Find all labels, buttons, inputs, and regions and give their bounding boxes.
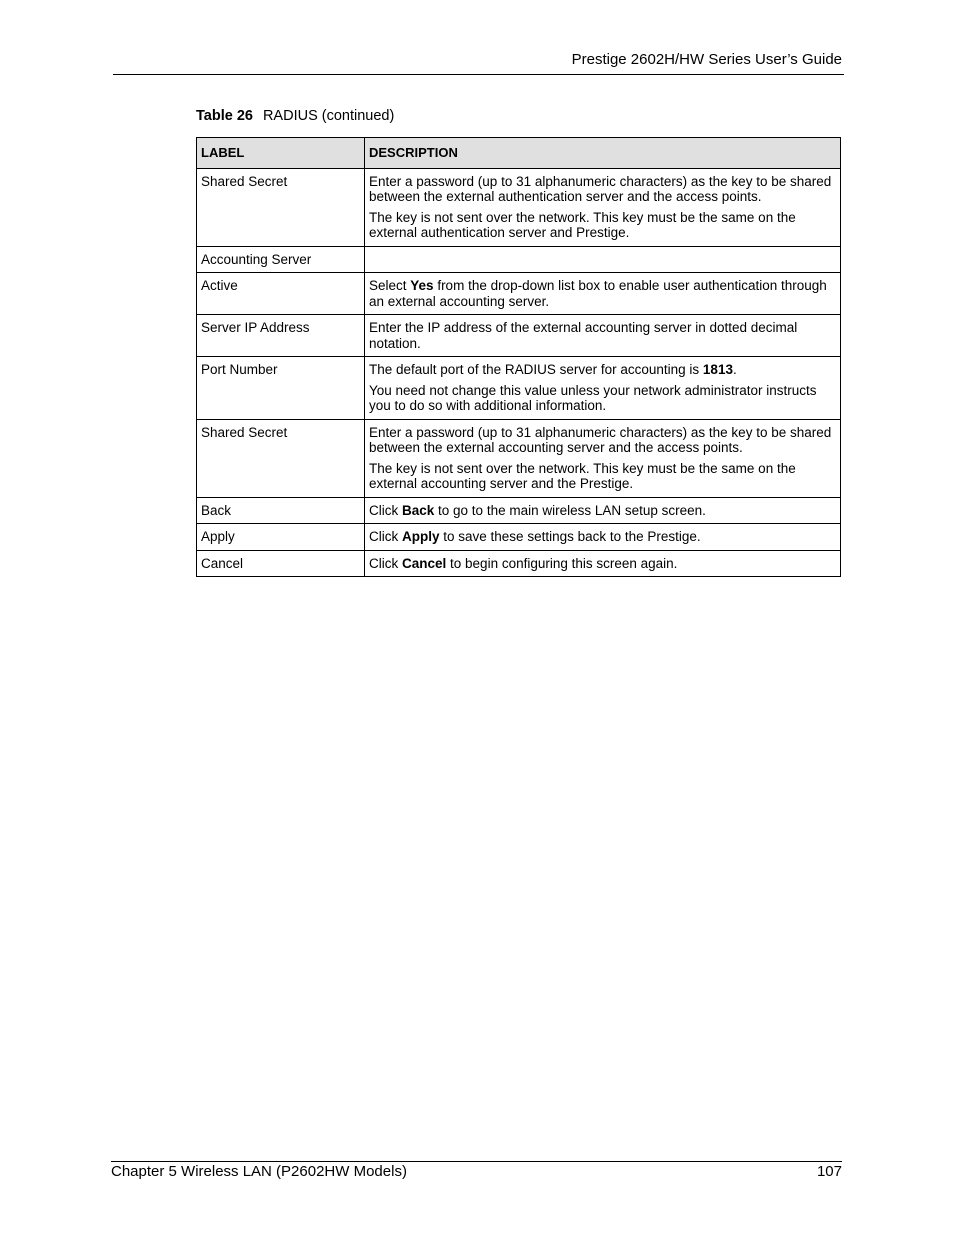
table-header-row xyxy=(197,138,841,169)
table-row xyxy=(197,315,841,357)
description-paragraph xyxy=(369,210,834,241)
radius-table xyxy=(196,137,841,577)
row-description xyxy=(365,246,841,273)
table-row xyxy=(197,497,841,524)
table-number: Table 26 xyxy=(196,108,253,124)
row-label: Apply xyxy=(197,524,365,551)
description-emphasis: Apply xyxy=(402,529,440,544)
row-description xyxy=(365,497,841,524)
row-label: Shared Secret xyxy=(197,419,365,497)
row-description xyxy=(365,315,841,357)
description-paragraph xyxy=(369,278,834,309)
page-number: 107 xyxy=(816,1163,842,1180)
description-paragraph xyxy=(369,529,834,545)
description-text: Enter the IP address of the external accounting server in dotted decimal notation. xyxy=(369,320,798,351)
description-text: . xyxy=(732,362,737,377)
row-description xyxy=(365,550,841,577)
description-text: to go to the main wireless LAN setup screen. xyxy=(434,502,706,518)
description-paragraph xyxy=(369,425,834,456)
description-paragraph xyxy=(369,174,834,205)
description-emphasis: 1813 xyxy=(702,362,733,377)
table-row xyxy=(197,419,841,497)
row-label: Shared Secret xyxy=(197,168,365,246)
description-paragraph xyxy=(369,362,834,378)
description-column-header: DESCRIPTION xyxy=(365,138,841,169)
table-title: RADIUS (continued) xyxy=(262,108,395,124)
description-paragraph xyxy=(369,461,834,492)
description-text: to save these settings back to the Prestige. xyxy=(439,529,701,544)
description-text: The key is not sent over the network. This key must be the same on the external authentication server and Prestige. xyxy=(369,209,796,240)
description-text: You need not change this value unless your network administrator instructs you to do so with additional information. xyxy=(369,382,817,413)
description-emphasis: Back xyxy=(402,502,435,518)
row-label: Cancel xyxy=(197,550,365,577)
table-caption xyxy=(196,108,394,124)
description-text: from the drop-down list box to enable user authentication through an external accounting server. xyxy=(369,278,827,309)
table-row xyxy=(197,168,841,246)
description-emphasis: Yes xyxy=(410,278,434,293)
description-text: The key is not sent over the network. This key must be the same on the external accounting server and the Prestige. xyxy=(369,460,796,491)
table-row xyxy=(197,273,841,315)
row-label: Back xyxy=(197,497,365,524)
row-description xyxy=(365,357,841,420)
description-text: Click xyxy=(369,529,402,544)
row-description xyxy=(365,168,841,246)
description-paragraph xyxy=(369,556,834,572)
table-row xyxy=(197,524,841,551)
label-column-header: LABEL xyxy=(197,138,365,169)
page-header xyxy=(113,50,844,75)
table-row xyxy=(197,246,841,273)
guide-title: Prestige 2602H/HW Series User’s Guide xyxy=(571,51,842,68)
description-text: Click xyxy=(369,502,402,518)
table-row xyxy=(197,550,841,577)
description-text: Click xyxy=(369,555,402,571)
description-text: Enter a password (up to 31 alphanumeric characters) as the key to be shared between the external authentication server and the access points. xyxy=(369,173,832,204)
description-paragraph xyxy=(369,503,834,519)
description-paragraph xyxy=(369,383,834,414)
row-description xyxy=(365,524,841,551)
row-label: Server IP Address xyxy=(197,315,365,357)
description-text: Select xyxy=(369,278,411,293)
row-label: Port Number xyxy=(197,357,365,420)
table-body xyxy=(197,168,841,577)
row-description xyxy=(365,419,841,497)
description-emphasis: Cancel xyxy=(402,555,447,571)
description-text: to begin configuring this screen again. xyxy=(446,555,678,571)
chapter-title: Chapter 5 Wireless LAN (P2602HW Models) xyxy=(111,1163,407,1180)
table-row xyxy=(197,357,841,420)
description-text: The default port of the RADIUS server for accounting is xyxy=(369,362,703,377)
row-label: Accounting Server xyxy=(197,246,365,273)
row-label: Active xyxy=(197,273,365,315)
description-paragraph xyxy=(369,320,834,351)
row-description xyxy=(365,273,841,315)
page-footer xyxy=(111,1161,842,1186)
description-text: Enter a password (up to 31 alphanumeric characters) as the key to be shared between the external accounting server and the access points. xyxy=(369,424,832,455)
